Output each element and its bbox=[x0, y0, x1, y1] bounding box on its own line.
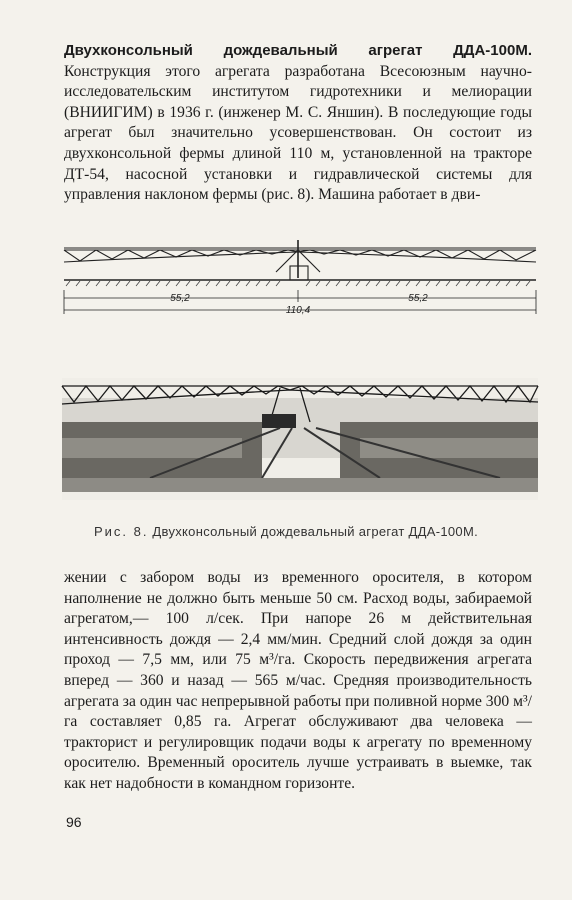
right-span-label: 55,2 bbox=[408, 293, 428, 304]
sprinkler-truss-diagram bbox=[0, 232, 572, 322]
caption-text: Двухконсольный дождевальный агрегат ДДА-100М. bbox=[152, 524, 478, 539]
total-span-label: 110,4 bbox=[285, 305, 311, 316]
section-heading: Двухконсольный дождевальный агрегат ДДА-100М. bbox=[64, 42, 532, 59]
top-paragraph bbox=[64, 41, 532, 206]
page-number: 96 bbox=[66, 814, 82, 830]
top-paragraph-text: Конструкция этого агрегата разработана Всесоюзным научно-исследовательским институтом гидротехники и мелиорации (ВНИИГИМ) в 1936 г. (инженер М. С. Яншин). В последующие годы агрегат был значительно усовершенствован. Он состоит из двухконсольной фермы длиной 110 м, установленной на тракторе ДТ-54, насосной установки и гидравлической системы для управления наклоном фермы (рис. 8). Машина работает в дви- bbox=[64, 62, 532, 204]
left-span-label: 55,2 bbox=[170, 293, 190, 304]
caption-prefix: Рис. 8. bbox=[94, 524, 149, 539]
field-photo bbox=[0, 378, 572, 500]
figure-caption bbox=[0, 524, 572, 539]
tractor-body bbox=[290, 266, 308, 280]
photo-tractor bbox=[262, 414, 296, 428]
bottom-paragraph: жении с забором воды из временного оросителя, в котором наполнение не должно быть меньше 50 см. Расход воды, забираемой агрегатом,— 100 л/сек. При напоре 26 м действительная интенсивность дождя — 2,4 мм/мин. Средний слой дождя за один проход — 7,5 мм, или 75 м³/га. Скорость передвижения агрегата вперед — 360 и назад — 565 м/час. Средняя производительность агрегата за один час непрерывной работы при поливной норме 300 м³/га составляет 0,85 га. Агрегат обслуживают два человека — тракторист и регулировщик подачи воды к агрегату по временному оросителю. Временный ороситель лучше устраивать в выемке, так как нет надобности в командном горизонте. bbox=[64, 569, 532, 792]
